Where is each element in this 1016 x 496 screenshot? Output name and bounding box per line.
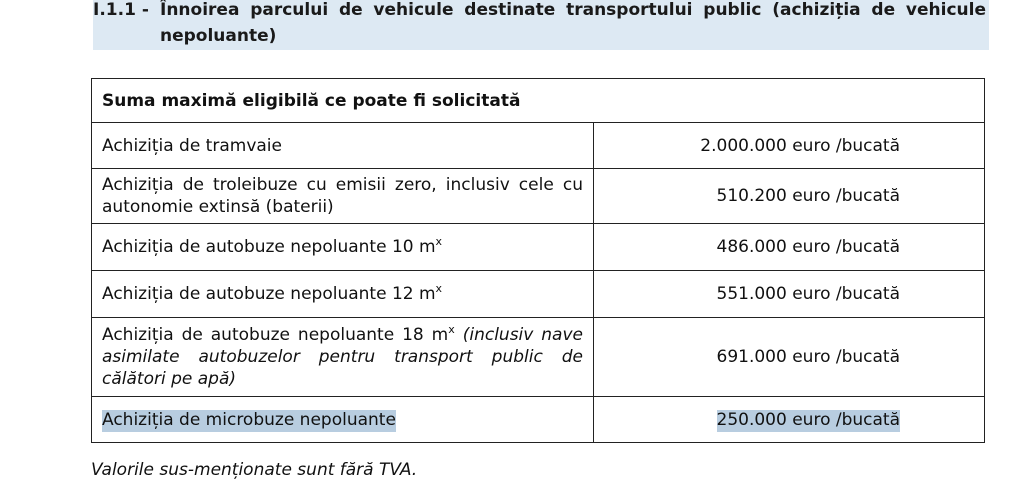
footnote-mark: x [435, 282, 443, 295]
row-label-text: Achiziția de troleibuze cu emisii zero, inclusiv cele cu autonomie extinsă (baterii) [102, 175, 583, 217]
table-row [92, 123, 985, 169]
row-value[interactable]: 2.000.000 euro /bucată [594, 123, 985, 169]
row-label-main: Achiziția de autobuze nepoluante 18 m [102, 325, 449, 345]
row-label[interactable] [92, 224, 594, 271]
footnote-mark: x [435, 235, 443, 248]
table-row [92, 318, 985, 397]
selected-text[interactable]: Achiziția de microbuze nepoluante [102, 409, 396, 430]
table-header: Suma maximă eligibilă ce poate fi solicitată [92, 79, 985, 123]
table-row [92, 169, 985, 224]
row-label[interactable] [92, 271, 594, 318]
table-row [92, 224, 985, 271]
row-value[interactable]: 486.000 euro /bucată [594, 224, 985, 271]
row-label-text [102, 324, 583, 390]
table-header-row [92, 79, 985, 123]
row-value[interactable]: 510.200 euro /bucată [594, 169, 985, 224]
row-value[interactable]: 551.000 euro /bucată [594, 271, 985, 318]
row-label-text: Achiziția de autobuze nepoluante 10 m [102, 237, 436, 257]
row-value[interactable]: 691.000 euro /bucată [594, 318, 985, 397]
eligible-amounts-table [91, 78, 985, 443]
table-row-highlighted [92, 397, 985, 443]
selected-text[interactable]: 250.000 euro /bucată [716, 409, 901, 430]
row-value[interactable] [594, 397, 985, 443]
row-label[interactable] [92, 397, 594, 443]
footnote-mark: x [448, 323, 455, 336]
table-row [92, 271, 985, 318]
section-number: I.1.1 - [93, 0, 149, 20]
row-label[interactable]: Achiziția de tramvaie [92, 123, 594, 169]
row-label[interactable] [92, 318, 594, 397]
section-title: Înnoirea parcului de vehicule destinate transportului public (achiziția de vehicule nepoluante) [160, 0, 986, 46]
row-label-text: Achiziția de autobuze nepoluante 12 m [102, 284, 436, 304]
row-label-note: (inclusiv nave asimilate autobuzelor pentru transport public de călători pe apă) [102, 325, 583, 389]
row-label[interactable] [92, 169, 594, 224]
vat-footnote: Valorile sus-menționate sunt fără TVA. [91, 460, 418, 480]
